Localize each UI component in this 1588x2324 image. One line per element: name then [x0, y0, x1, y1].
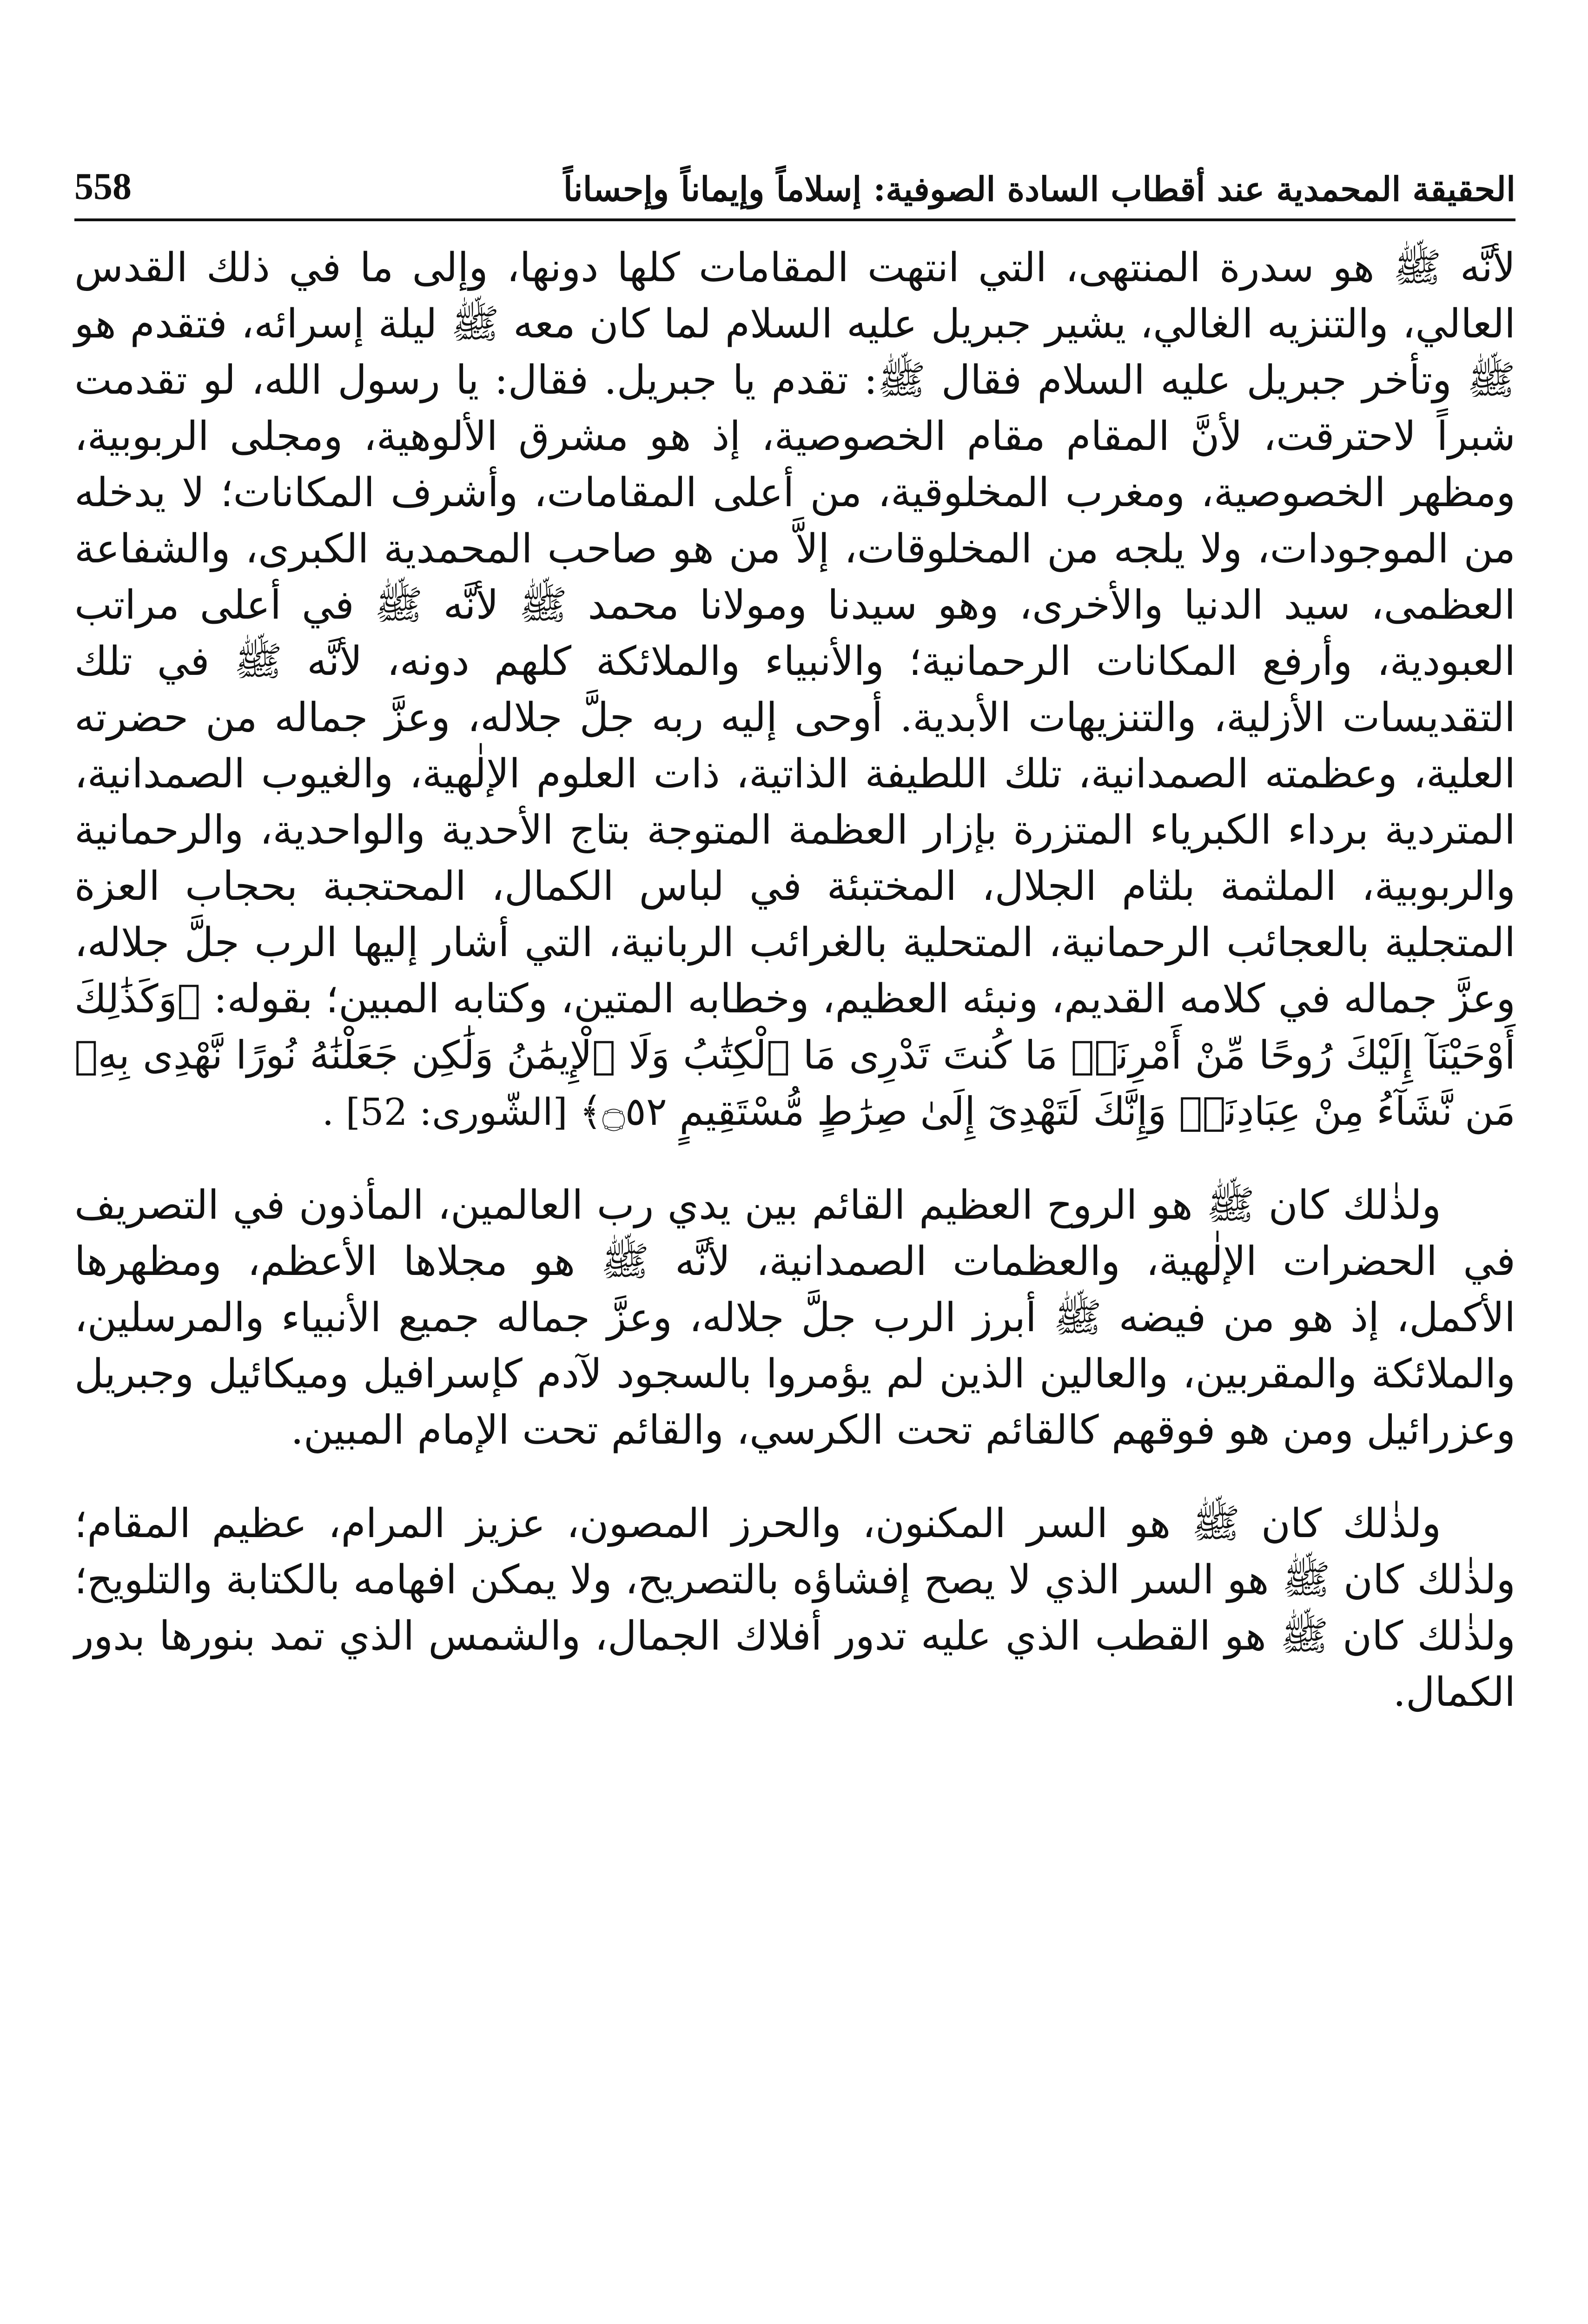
body-text: [74, 240, 1515, 1721]
quran-verse: ﴿وَكَذَٰلِكَ أَوْحَيْنَآ إِلَيْكَ رُوحًا مِّنْ أَمْرِنَاۚ مَا كُنتَ تَدْرِى مَا ٱلْكِتَٰبُ وَلَا ٱلْإِيمَٰنُ وَلَٰكِن جَعَلْنَٰهُ نُورًا نَّهْدِى بِهِۦ مَن نَّشَآءُ مِنْ عِبَادِنَاۚ وَإِنَّكَ لَتَهْدِىٓ إِلَىٰ صِرَٰطٍ مُّسْتَقِيمٍ ۝٥٢﴾: [74, 976, 1515, 1134]
paragraph-1: [74, 240, 1515, 1140]
paragraph-1-text: لأنَّه ﷺ هو سدرة المنتهى، التي انتهت المقامات كلها دونها، وإلى ما في ذلك القدس العالي، والتنزيه الغالي، يشير جبريل عليه السلام لما كان معه ﷺ ليلة إسرائه، فتقدم هو ﷺ وتأخر جبريل عليه السلام فقال ﷺ: تقدم يا جبريل. فقال: يا رسول الله، لو تقدمت شبراً لاحترقت، لأنَّ المقام مقام الخصوصية، إذ هو مشرق الألوهية، ومجلى الربوبية، ومظهر الخصوصية، ومغرب المخلوقية، من أعلى المقامات، وأشرف المكانات؛ لا يدخله من الموجودات، ولا يلجه من المخلوقات، إلاَّ من هو صاحب المحمدية الكبرى، والشفاعة العظمى، سيد الدنيا والأخرى، وهو سيدنا ومولانا محمد ﷺ لأنَّه ﷺ في أعلى مراتب العبودية، وأرفع المكانات الرحمانية؛ والأنبياء والملائكة كلهم دونه، لأنَّه ﷺ في تلك التقديسات الأزلية، والتنزيهات الأبدية. أوحى إليه ربه جلَّ جلاله، وعزَّ جماله من حضرته العلية، وعظمته الصمدانية، تلك اللطيفة الذاتية، ذات العلوم الإلٰهية، والغيوب الصمدانية، المتردية برداء الكبرياء المتزرة بإزار العظمة المتوجة بتاج الأحدية والواحدية، والرحمانية والربوبية، الملثمة بلثام الجلال، المختبئة في لباس الكمال، المحتجبة بحجاب العزة المتجلية بالعجائب الرحمانية، المتحلية بالغرائب الربانية، التي أشار إليها الرب جلَّ جلاله، وعزَّ جماله في كلامه القديم، ونبئه العظيم، وخطابه المتين، وكتابه المبين؛ بقوله:: [74, 244, 1516, 1022]
paragraph-3: ولذٰلك كان ﷺ هو السر المكنون، والحرز المصون، عزيز المرام، عظيم المقام؛ ولذٰلك كان ﷺ هو السر الذي لا يصح إفشاؤه بالتصريح، ولا يمكن افهامه بالكتابة والتلويح؛ ولذٰلك كان ﷺ هو القطب الذي عليه تدور أفلاك الجمال، والشمس الذي تمد بنورها بدور الكمال.: [74, 1500, 1515, 1716]
page-number: 558: [74, 165, 132, 207]
verse-reference: [الشّورى: 52] .: [322, 1090, 580, 1134]
book-page: [74, 139, 1515, 2324]
running-title: الحقيقة المحمدية عند أقطاب السادة الصوفية: إسلاماً وإيماناً وإحساناً: [563, 169, 1515, 209]
page-header: [74, 139, 1515, 221]
paragraph-2: ولذٰلك كان ﷺ هو الروح العظيم القائم بين يدي رب العالمين، المأذون في التصريف في الحضرات الإلٰهية، والعظمات الصمدانية، لأنَّه ﷺ هو مجلاها الأعظم، ومظهرها الأكمل، إذ هو من فيضه ﷺ أبرز الرب جلَّ جلاله، وعزَّ جماله جميع الأنبياء والمرسلين، والملائكة والمقربين، والعالين الذين لم يؤمروا بالسجود لآدم كإسرافيل وميكائيل وجبريل وعزرائيل ومن هو فوقهم كالقائم تحت الكرسي، والقائم تحت الإمام المبين.: [74, 1182, 1515, 1453]
